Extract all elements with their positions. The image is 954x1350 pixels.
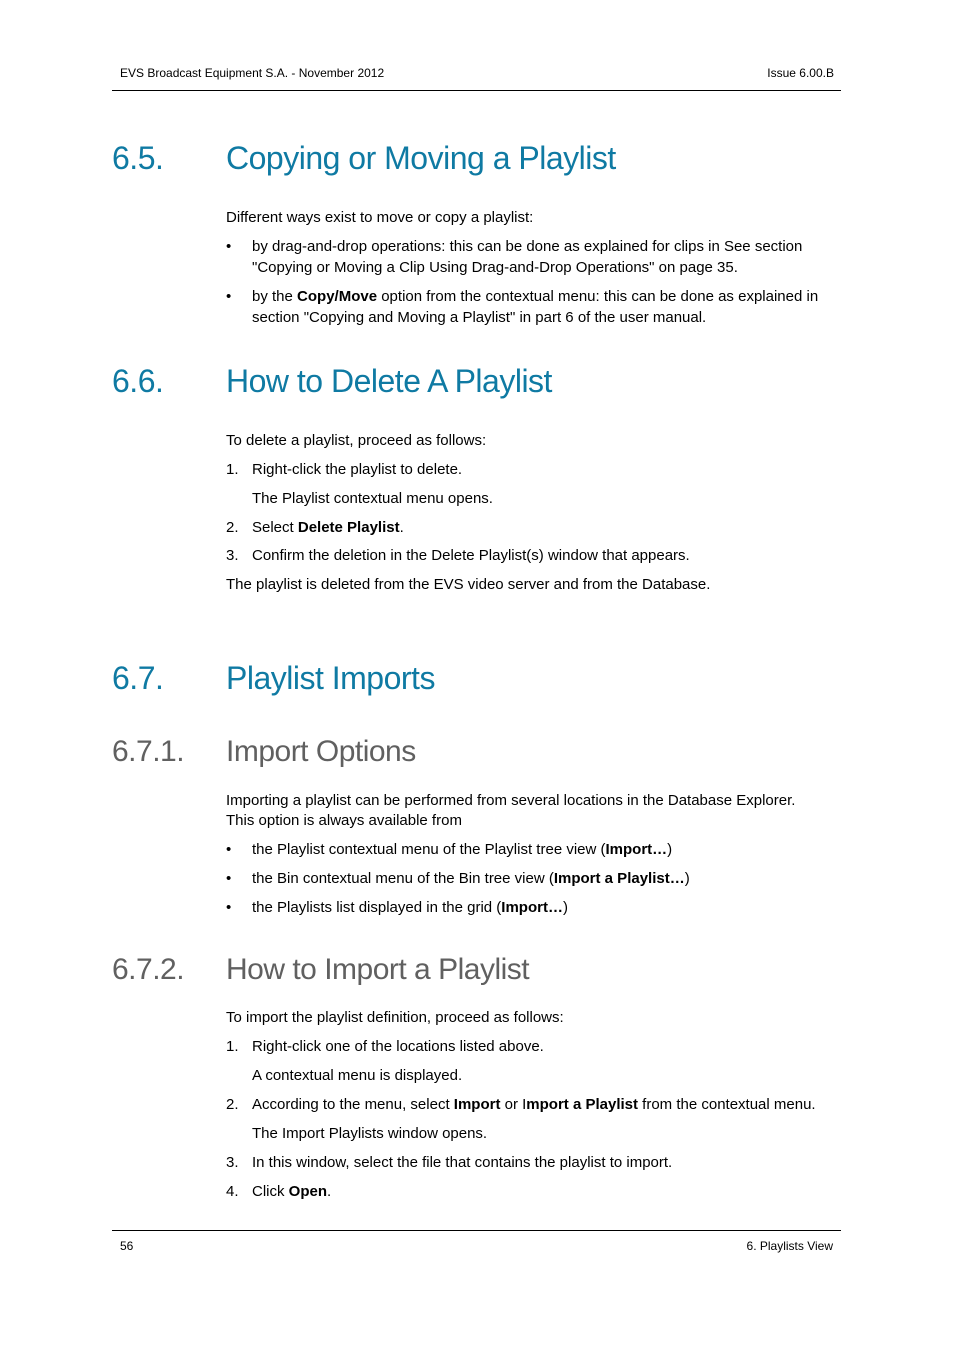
step-number: 2. <box>226 519 239 536</box>
list-item <box>226 517 841 538</box>
step-note <box>226 488 841 509</box>
bullet-marker: • <box>226 899 232 916</box>
step-number: 1. <box>226 1038 239 1055</box>
item-line: Click Open. <box>252 1183 332 1200</box>
bold-term: Import… <box>501 899 563 916</box>
bold-term: mport a Playlist <box>526 1096 638 1113</box>
step-number: 1. <box>226 461 239 478</box>
paragraph-line: This option is always available from <box>226 812 462 829</box>
section-number: 6.7.1. <box>112 735 185 768</box>
item-line: A contextual menu is displayed. <box>252 1067 463 1084</box>
list-item <box>226 545 841 566</box>
step-number: 3. <box>226 1154 239 1171</box>
bullet-marker: • <box>226 238 232 255</box>
list-item <box>226 868 841 889</box>
bullet-marker: • <box>226 288 232 305</box>
item-line: by drag-and-drop operations: this can be done as explained for clips in See section <box>252 238 803 255</box>
section-title: Copying or Moving a Playlist <box>226 140 616 176</box>
item-line: Select Delete Playlist. <box>252 519 404 536</box>
header-right: Issue 6.00.B <box>767 66 834 80</box>
page-footer <box>112 1230 841 1253</box>
paragraph: The playlist is deleted from the EVS video server and from the Database. <box>226 576 711 593</box>
paragraph: Different ways exist to move or copy a playlist: <box>226 209 534 226</box>
bold-term: Delete Playlist <box>297 519 400 536</box>
paragraph <box>226 791 841 831</box>
item-line: The Import Playlists window opens. <box>252 1125 488 1142</box>
list-item <box>226 459 841 480</box>
bold-term: Import <box>453 1096 501 1113</box>
section-number: 6.5. <box>112 140 164 176</box>
header-left: EVS Broadcast Equipment S.A. - November 2012 <box>120 66 385 80</box>
list-item <box>226 897 841 918</box>
section-number: 6.7. <box>112 660 164 696</box>
section-title: Import Options <box>226 735 416 768</box>
item-line: "Copying or Moving a Clip Using Drag-and-Drop Operations" on page 35. <box>252 259 738 276</box>
list-item <box>226 839 841 860</box>
item-line: the Playlists list displayed in the grid (Import…) <box>252 899 568 916</box>
page-number: 56 <box>120 1239 134 1253</box>
item-line: the Bin contextual menu of the Bin tree view (Import a Playlist…) <box>252 870 690 887</box>
paragraph: To delete a playlist, proceed as follows: <box>226 432 487 449</box>
list-item <box>226 1152 841 1173</box>
item-line: Right-click the playlist to delete. <box>252 461 463 478</box>
step-note <box>226 1065 841 1086</box>
section-number: 6.7.2. <box>112 953 185 986</box>
paragraph-line: Importing a playlist can be performed from several locations in the Database Explorer. <box>226 792 796 809</box>
bold-term: Import a Playlist… <box>553 870 685 887</box>
item-line: The Playlist contextual menu opens. <box>252 490 493 507</box>
chapter-name: 6. Playlists View <box>746 1239 833 1253</box>
page-header <box>112 66 841 91</box>
list-item <box>226 1181 841 1202</box>
bullet-marker: • <box>226 870 232 887</box>
list-item <box>226 236 841 278</box>
list-item <box>226 1036 841 1057</box>
paragraph: To import the playlist definition, proceed as follows: <box>226 1009 564 1026</box>
list-item <box>226 286 841 328</box>
item-line: Confirm the deletion in the Delete Playlist(s) window that appears. <box>252 547 690 564</box>
step-number: 2. <box>226 1096 239 1113</box>
item-line: section "Copying and Moving a Playlist" in part 6 of the user manual. <box>252 309 707 326</box>
list-item <box>226 1094 841 1115</box>
step-number: 4. <box>226 1183 239 1200</box>
item-line: by the Copy/Move option from the contextual menu: this can be done as explained in <box>252 288 819 305</box>
section-title: How to Delete A Playlist <box>226 363 552 399</box>
section-title: Playlist Imports <box>226 660 435 696</box>
item-line: the Playlist contextual menu of the Playlist tree view (Import…) <box>252 841 673 858</box>
section-title: How to Import a Playlist <box>226 953 530 986</box>
bold-term: Import… <box>605 841 668 858</box>
item-line: In this window, select the file that contains the playlist to import. <box>252 1154 673 1171</box>
step-number: 3. <box>226 547 239 564</box>
item-line: Right-click one of the locations listed above. <box>252 1038 544 1055</box>
bold-term: Copy/Move <box>297 288 378 305</box>
item-line: According to the menu, select Import or Import a Playlist from the contextual menu. <box>252 1096 816 1113</box>
bullet-marker: • <box>226 841 232 858</box>
bold-term: Open <box>288 1183 328 1200</box>
section-number: 6.6. <box>112 363 164 399</box>
step-note <box>226 1123 841 1144</box>
